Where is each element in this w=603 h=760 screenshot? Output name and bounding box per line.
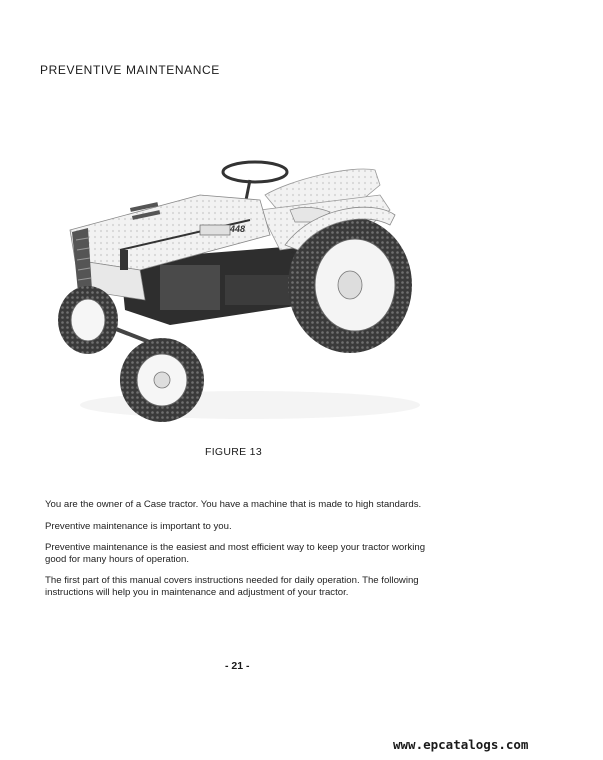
paragraph: You are the owner of a Case tractor. You have a machine that is made to high standards. [45, 499, 422, 510]
figure-caption: FIGURE 13 [205, 446, 262, 458]
body-text [45, 499, 430, 608]
tractor-figure [50, 150, 420, 430]
page-heading: PREVENTIVE MAINTENANCE [40, 63, 220, 77]
model-badge: 448 [230, 224, 246, 234]
tractor-illustration [50, 150, 420, 430]
paragraph: The first part of this manual covers instructions needed for daily operation. The following instructions will help you in maintenance and adjustment of your tractor. [45, 575, 419, 598]
page-number: - 21 - [225, 660, 250, 672]
watermark: www.epcatalogs.com [393, 737, 529, 752]
paragraph: Preventive maintenance is the easiest and most efficient way to keep your tractor working good for many hours of operation. [45, 542, 426, 565]
paragraph: Preventive maintenance is important to you. [45, 520, 232, 532]
